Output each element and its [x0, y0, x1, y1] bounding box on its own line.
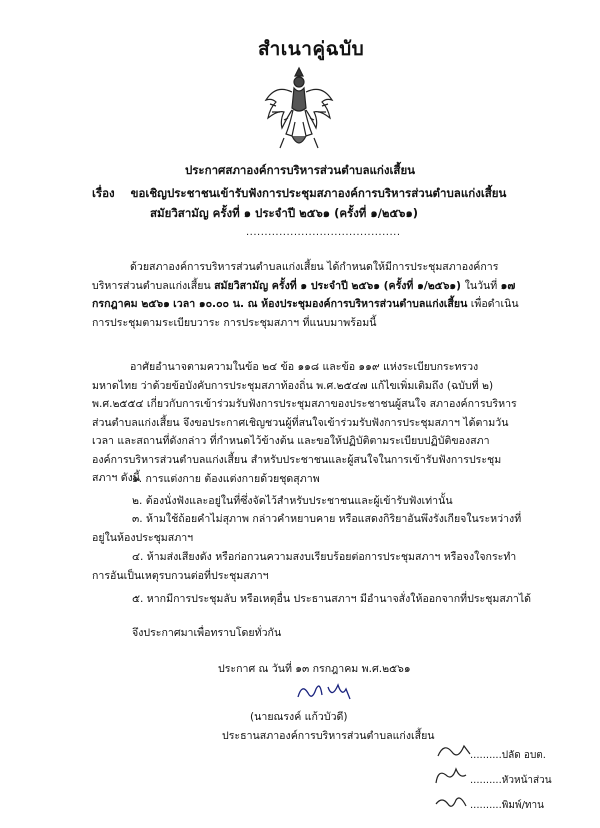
initial-scrawl-1	[434, 740, 474, 762]
subject-line	[92, 185, 506, 203]
initial-scrawl-3	[432, 790, 472, 812]
initial-scrawl-2	[430, 765, 470, 787]
initial-line-typist: ..........พิมพ์/ทาน	[470, 800, 544, 811]
paragraph-authority: อาศัยอำนาจตามความในข้อ ๒๔ ข้อ ๑๑๘ และข้อ ๑๑๙ แห่งระเบียบกระทรวงมหาดไทย ว่าด้วยข้อบังคับการประชุมสภาท้องถิ่น พ.ศ.๒๕๔๗ แก้ไขเพิ่มเติมถึง (ฉบับที่ ๒) พ.ศ.๒๕๕๔ เกี่ยวกับการเข้าร่วมรับฟังการประชุมสภาของประชาชนผู้สนใจ สภาองค์การบริหารส่วนตำบลแก่งเสี้ยน จึงขอประกาศเชิญชวนผู้ที่สนใจเข้าร่วมรับฟังการประชุมสภาฯ ได้ตามวัน เวลา และสถานที่ดังกล่าว ที่กำหนดไว้ข้างต้น และขอให้ปฏิบัติตามระเบียบปฏิบัติของสภาองค์การบริหารส่วนตำบลแก่งเสี้ยน สำหรับประชาชนและผู้สนใจในการเข้ารับฟังการประชุมสภาฯ ดังนี้	[92, 361, 517, 484]
closing-statement: จึงประกาศมาเพื่อทราบโดยทั่วกัน	[132, 627, 282, 639]
rule-item-1: ๑. การแต่งกาย ต้องแต่งกายด้วยชุดสุภาพ	[132, 473, 320, 485]
rule-item-3: ๓. ห้ามใช้ถ้อยคำไม่สุภาพ กล่าวคำหยาบคาย หรือแสดงกิริยาอันพึงรังเกียจในระหว่างที่อยู่ในห้องประชุมสภาฯ	[92, 513, 522, 544]
rule-item-2: ๒. ต้องนั่งฟังและอยู่ในที่ซึ่งจัดไว้สำหรับประชาชนและผู้เข้ารับฟังเท่านั้น	[132, 495, 453, 507]
announcement-date: ประกาศ ณ วันที่ ๑๓ กรกฎาคม พ.ศ.๒๕๖๑	[218, 663, 411, 675]
signer-title: ประธานสภาองค์การบริหารส่วนตำบลแก่งเสี้ยน	[222, 730, 435, 742]
garuda-emblem-icon	[262, 64, 336, 154]
subject-label: เรื่อง	[92, 186, 115, 200]
announcement-title: ประกาศสภาองค์การบริหารส่วนตำบลแก่งเสี้ยน	[184, 163, 416, 177]
copy-stamp: สำเนาคู่ฉบับ	[258, 38, 365, 60]
initial-line-head: ..........หัวหน้าส่วน	[470, 775, 552, 786]
paragraph-invitation: ด้วยสภาองค์การบริหารส่วนตำบลแก่งเสี้ยน ได้กำหนดให้มีการประชุมสภาองค์การบริหารส่วนตำบลแก่งเสี้ยน สมัยวิสามัญ ครั้งที่ ๑ ประจำปี ๒๕๖๑ (ครั้งที่ ๑/๒๕๖๑) ในวันที่ ๑๗ กรกฎาคม ๒๕๖๑ เวลา ๑๐.๐๐ น. ณ ห้องประชุมองค์การบริหารส่วนตำบลแก่งเสี้ยน เพื่อดำเนินการประชุมตามระเบียบวาระ การประชุมสภาฯ ที่แนบมาพร้อมนี้	[92, 261, 519, 329]
initial-line-deputy: ..........ปลัด อบต.	[470, 750, 546, 761]
rule-item-5: ๕. หากมีการประชุมลับ หรือเหตุอื่น ประธานสภาฯ มีอำนาจสั่งให้ออกจากที่ประชุมสภาได้	[132, 593, 532, 605]
subject-text: ขอเชิญประชาชนเข้ารับฟังการประชุมสภาองค์การบริหารส่วนตำบลแก่งเสี้ยน	[130, 186, 507, 200]
rule-item-4: ๔. ห้ามส่งเสียงดัง หรือก่อกวนความสงบเรียบร้อยต่อการประชุมสภาฯ หรือจงใจกระทำการอันเป็นเหตุรบกวนต่อที่ประชุมสภาฯ	[92, 551, 517, 582]
signature-scribble	[294, 679, 354, 705]
separator-dots: ..........................................	[246, 227, 401, 238]
subject-session: สมัยวิสามัญ ครั้งที่ ๑ ประจำปี ๒๕๖๑ (ครั้งที่ ๑/๒๕๖๑)	[150, 206, 419, 220]
signer-name: (นายณรงค์ แก้วบัวดี)	[250, 711, 348, 723]
